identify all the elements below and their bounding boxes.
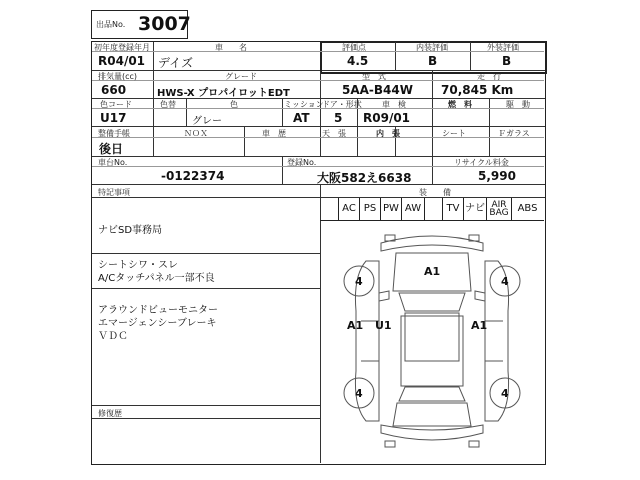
rear-bumper-outline: [381, 425, 483, 440]
rear-light-left: [385, 441, 395, 447]
model-code: 5AA-B44W: [342, 83, 413, 97]
registration-number: 大阪582え6638: [317, 171, 412, 185]
drive-label: 駆 動: [506, 100, 530, 109]
equip-ps: PS: [360, 198, 381, 220]
color-code: U17: [100, 111, 127, 125]
note-line: シートシワ・スレ: [98, 260, 178, 271]
registration-label: 登録No.: [287, 158, 317, 167]
chassis-label: 車台No.: [98, 158, 128, 167]
mark-right-side: A1: [471, 319, 488, 332]
grade-label: グレード: [225, 72, 257, 81]
color-code-label: 色コード: [100, 100, 132, 109]
manual: 後日: [99, 142, 124, 156]
equip-pw: PW: [381, 198, 402, 220]
displacement: 660: [101, 83, 127, 97]
equipment-bar: [320, 198, 544, 221]
equip-tv: TV: [443, 198, 464, 220]
manual-label: 整備手帳: [98, 129, 130, 138]
left-mirror-outline: [379, 291, 389, 301]
displacement-label: 排気量(cc): [98, 72, 138, 81]
lot-box: [91, 10, 191, 39]
recycle-label: リサイクル料金: [454, 158, 509, 167]
notes-header: 特記事項: [98, 188, 130, 197]
rear-window-outline: [399, 387, 465, 401]
history-label: 車 歴: [262, 129, 286, 138]
inspection: R09/01: [363, 111, 411, 125]
lot-label: 出品No.: [96, 20, 126, 29]
color: グレー: [192, 116, 222, 127]
note-line: エマージェンシーブレーキ: [98, 318, 217, 329]
exterior-grade: B: [502, 54, 512, 68]
mark-left-side: A1: [347, 319, 364, 332]
first-registration: R04/01: [98, 54, 146, 68]
sunroof-label: 天 張: [322, 129, 346, 138]
equip-ac: AC: [339, 198, 360, 220]
equipment-header: 装 備: [419, 188, 451, 197]
seat-label: シート: [442, 129, 466, 138]
doors-label: ドア・形状: [322, 100, 362, 109]
doors: 5: [334, 111, 343, 125]
car-name-label: 車 名: [215, 43, 247, 52]
interior-grade-label: 内装評価: [416, 43, 448, 52]
mark-tire-rl: 4: [355, 387, 363, 400]
equip-aw: AW: [402, 198, 425, 220]
mark-tire-fr: 4: [501, 275, 509, 288]
equip-abs: ABS: [517, 203, 538, 214]
interior-grade: B: [428, 54, 438, 68]
fuel-label: 燃 料: [448, 100, 472, 109]
color-label: 色: [230, 100, 238, 109]
mark-tire-fl: 4: [355, 275, 363, 288]
equip-airbag: AIR BAG: [487, 198, 512, 220]
grade: HWS-X プロパイロットEDT: [157, 88, 290, 99]
car-name: デイズ: [158, 56, 194, 70]
roof-outline: [405, 313, 459, 361]
cabin-outline: [401, 316, 463, 386]
note-line: ＶＤＣ: [98, 331, 128, 342]
note-line: ナビSD事務局: [98, 225, 163, 236]
windshield-outline: [399, 293, 465, 311]
trunk-outline: [393, 403, 471, 426]
chassis-number: -0122374: [161, 169, 225, 183]
repair-header: 修復歴: [98, 409, 122, 418]
mark-tire-rr: 4: [501, 387, 509, 400]
rear-light-right: [469, 441, 479, 447]
mileage: 70,845 Km: [441, 83, 514, 97]
recycle-fee: 5,990: [478, 169, 516, 183]
note-line: アラウンドビューモニター: [98, 305, 218, 316]
glass-label: Ｆガラス: [498, 129, 530, 138]
year-label: 初年度登録年月: [94, 43, 150, 52]
front-bumper-outline: [381, 236, 483, 251]
interior-lining-label: 内 張: [376, 129, 400, 138]
equip-navi: ナビ: [464, 198, 487, 220]
mark-roof: A1: [424, 265, 441, 278]
note-line: A/Cタッチパネル一部不良: [98, 273, 215, 284]
mark-left-door: U1: [375, 319, 392, 332]
right-mirror-outline: [475, 291, 485, 301]
exterior-grade-label: 外装評価: [487, 43, 519, 52]
nox-label: ＮＯＸ: [184, 129, 208, 138]
score: 4.5: [347, 54, 369, 68]
mission: AT: [293, 111, 310, 125]
lot-number: 3007: [138, 13, 191, 35]
mission-label: ミッション: [284, 100, 324, 109]
mileage-label: 走 行: [477, 72, 501, 81]
inspection-label: 車 検: [382, 100, 406, 109]
car-diagram: [321, 221, 543, 462]
score-label: 評価点: [342, 43, 366, 52]
model-label: 型 式: [362, 72, 386, 81]
color-change-label: 色替: [160, 100, 176, 109]
